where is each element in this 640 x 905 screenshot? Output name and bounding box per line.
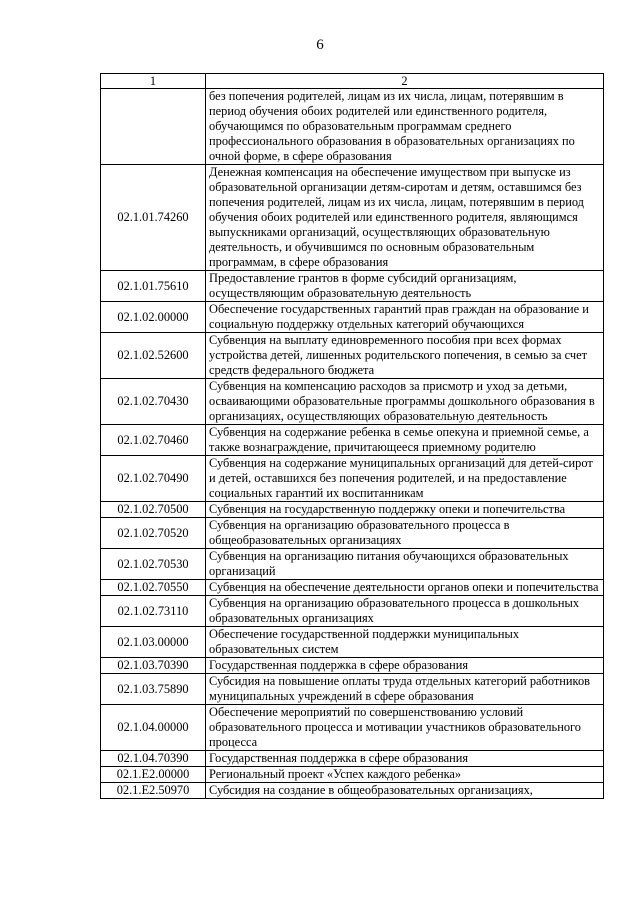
row-code: 02.1.02.70430	[101, 379, 206, 425]
row-code: 02.1.03.00000	[101, 627, 206, 658]
row-code: 02.1.03.75890	[101, 674, 206, 705]
table-row	[101, 333, 604, 379]
page-number: 6	[316, 37, 324, 53]
table-row	[101, 767, 604, 783]
table-row	[101, 502, 604, 518]
row-description: Субвенция на содержание ребенка в семье опекуна и приемной семье, а также вознаграждение, причитающееся приемному родителю	[206, 425, 604, 456]
row-code: 02.1.02.70550	[101, 580, 206, 596]
row-code: 02.1.02.52600	[101, 333, 206, 379]
row-description: Субвенция на организацию питания обучающихся образовательных организаций	[206, 549, 604, 580]
row-code: 02.1.02.00000	[101, 302, 206, 333]
row-description: Субсидия на повышение оплаты труда отдельных категорий работников муниципальных учреждений в сфере образования	[206, 674, 604, 705]
row-description: Субвенция на содержание муниципальных организаций для детей-сирот и детей, оставшихся без попечения родителей, и на предоставление социальных гарантий их воспитанникам	[206, 456, 604, 502]
row-code: 02.1.02.70520	[101, 518, 206, 549]
table-row	[101, 751, 604, 767]
table-row	[101, 549, 604, 580]
table-row	[101, 705, 604, 751]
column-header-code: 1	[101, 74, 206, 89]
row-description: Государственная поддержка в сфере образования	[206, 658, 604, 674]
row-code: 02.1.02.70490	[101, 456, 206, 502]
column-header-name: 2	[206, 74, 604, 89]
table-row	[101, 518, 604, 549]
row-description: Денежная компенсация на обеспечение имуществом при выпуске из образовательной организации детям-сиротам и детям, оставшимся без попечения родителей, лицам из их числа, лицам, потерявшим в период обучения обоих родителей или единственного родителя, являющимся выпускниками организаций, осуществляющих образовательную деятельность, и обучившимся по основным образовательным программам, в сфере образования	[206, 165, 604, 271]
row-description: Субвенция на обеспечение деятельности органов опеки и попечительства	[206, 580, 604, 596]
row-code: 02.1.02.70530	[101, 549, 206, 580]
row-description: Обеспечение мероприятий по совершенствованию условий образовательного процесса и мотивации участников образовательного процесса	[206, 705, 604, 751]
row-code: 02.1.01.75610	[101, 271, 206, 302]
row-description: Субвенция на государственную поддержку опеки и попечительства	[206, 502, 604, 518]
row-description: Обеспечение государственных гарантий прав граждан на образование и социальную поддержку отдельных категорий обучающихся	[206, 302, 604, 333]
row-code: 02.1.04.70390	[101, 751, 206, 767]
row-code: 02.1.02.73110	[101, 596, 206, 627]
table-row	[101, 596, 604, 627]
table-row	[101, 271, 604, 302]
row-description: Субсидия на создание в общеобразовательных организациях,	[206, 783, 604, 799]
row-code: 02.1.E2.00000	[101, 767, 206, 783]
row-description: Государственная поддержка в сфере образования	[206, 751, 604, 767]
row-description: без попечения родителей, лицам из их числа, лицам, потерявшим в период обучения обоих родителей или единственного родителя, обучающимся по образовательным программам среднего профессионального образования в образовательных организациях по очной форме, в сфере образования	[206, 89, 604, 165]
row-description: Субвенция на организацию образовательного процесса в общеобразовательных организациях	[206, 518, 604, 549]
row-code: 02.1.01.74260	[101, 165, 206, 271]
row-description: Обеспечение государственной поддержки муниципальных образовательных систем	[206, 627, 604, 658]
table-row	[101, 783, 604, 799]
table-row	[101, 89, 604, 165]
row-description: Субвенция на выплату единовременного пособия при всех формах устройства детей, лишенных родительского попечения, в семью за счет средств федерального бюджета	[206, 333, 604, 379]
row-code: 02.1.02.70460	[101, 425, 206, 456]
row-code: 02.1.04.00000	[101, 705, 206, 751]
table-row	[101, 658, 604, 674]
table-row	[101, 425, 604, 456]
row-code: 02.1.02.70500	[101, 502, 206, 518]
row-code: 02.1.E2.50970	[101, 783, 206, 799]
row-description: Региональный проект «Успех каждого ребенка»	[206, 767, 604, 783]
row-description: Предоставление грантов в форме субсидий организациям, осуществляющим образовательную деятельность	[206, 271, 604, 302]
row-description: Субвенция на компенсацию расходов за присмотр и уход за детьми, осваивающими образовательные программы дошкольного образования в организациях, осуществляющих образовательную деятельность	[206, 379, 604, 425]
table-row	[101, 165, 604, 271]
table-row	[101, 580, 604, 596]
row-description: Субвенция на организацию образовательного процесса в дошкольных образовательных организациях	[206, 596, 604, 627]
table-row	[101, 379, 604, 425]
table-row	[101, 456, 604, 502]
row-code	[101, 89, 206, 165]
table-row	[101, 627, 604, 658]
row-code: 02.1.03.70390	[101, 658, 206, 674]
budget-classification-table	[100, 73, 604, 799]
table-row	[101, 302, 604, 333]
table-header-row	[101, 74, 604, 89]
table-row	[101, 674, 604, 705]
